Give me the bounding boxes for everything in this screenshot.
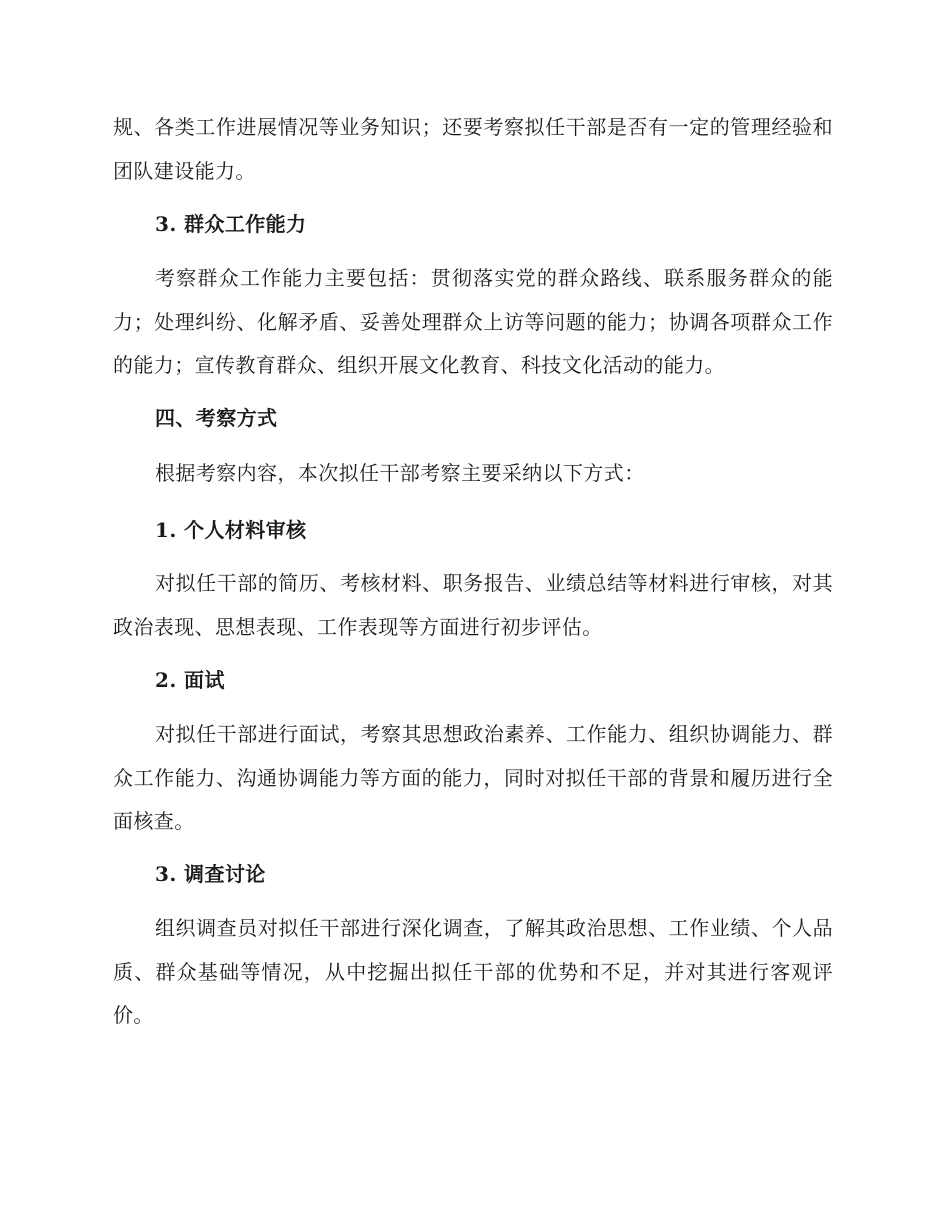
heading-material-review: 1. 个人材料审核 [155, 518, 307, 542]
heading-investigation: 3. 调查讨论 [155, 862, 266, 886]
heading-inspection-methods: 四、考察方式 [155, 406, 278, 430]
paragraph-investigation: 组织调查员对拟任干部进行深化调查，了解其政治思想、工作业绩、个人品质、群众基础等情况，从中挖掘出拟任干部的优势和不足，并对其进行客观评价。 [113, 916, 833, 1027]
heading-interview: 2. 面试 [155, 668, 225, 692]
paragraph-interview: 对拟任干部进行面试，考察其思想政治素养、工作能力、组织协调能力、群众工作能力、沟通协调能力等方面的能力，同时对拟任干部的背景和履历进行全面核查。 [113, 722, 833, 833]
paragraph-continuation: 规、各类工作进展情况等业务知识；还要考察拟任干部是否有一定的管理经验和团队建设能力。 [113, 115, 833, 183]
heading-mass-work-ability: 3. 群众工作能力 [155, 212, 307, 236]
paragraph-methods-intro: 根据考察内容，本次拟任干部考察主要采纳以下方式： [155, 461, 645, 485]
paragraph-material-review: 对拟任干部的简历、考核材料、职务报告、业绩总结等材料进行审核，对其政治表现、思想表现、工作表现等方面进行初步评估。 [113, 571, 833, 639]
paragraph-mass-work-ability: 考察群众工作能力主要包括：贯彻落实党的群众路线、联系服务群众的能力；处理纠纷、化解矛盾、妥善处理群众上访等问题的能力；协调各项群众工作的能力；宣传教育群众、组织开展文化教育、科技文化活动的能力。 [113, 266, 833, 377]
